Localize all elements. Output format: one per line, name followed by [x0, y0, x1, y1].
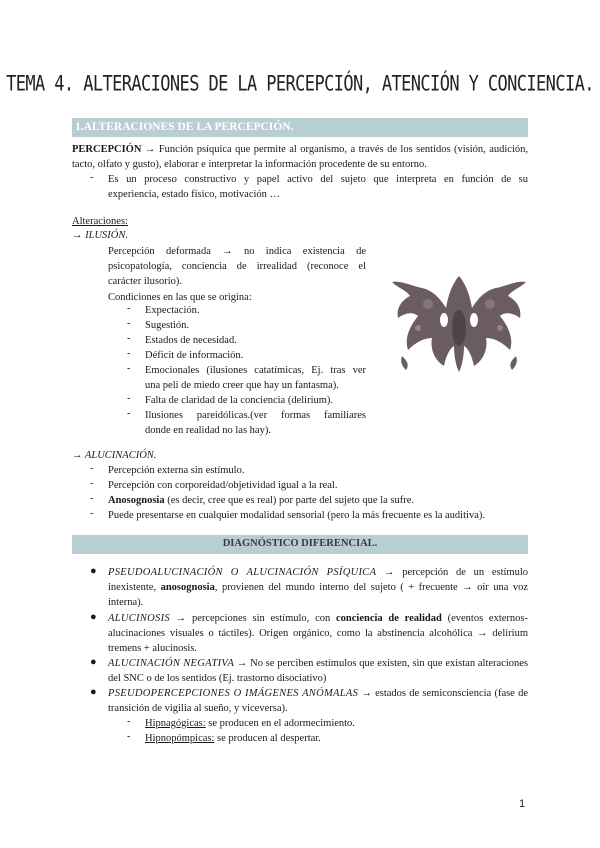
condition-item: Déficit de información.: [145, 350, 244, 361]
hipnopompicas-item: Hipnopómpicas: se producen al despertar.: [145, 733, 321, 744]
ilusion-def-line: Percepción deformada → no indica existencia de: [108, 246, 366, 257]
alucinacion-item: Anosognosia (es decir, cree que es real) por parte del sujeto que la sufre.: [108, 495, 415, 506]
condition-item-cont: una peli de miedo creer que hay un fantasma).: [145, 380, 339, 391]
diag-item-pseudopercepciones: PSEUDOPERCEPCIONES O IMÁGENES ANÓMALAS → estados de semiconsciencia (fase de transición de vigilia al sueño, y viceversa).: [108, 688, 528, 714]
diag-item-alucinosis: ALUCINOSIS → percepciones sin estímulo, con conciencia de realidad (eventos externos-alucinaciones visuales o táctiles). Origen orgánico, como la abstinencia alcohólica → delirium tremens + alucinosis.: [108, 613, 528, 654]
rorschach-inkblot-image: [388, 268, 530, 380]
condition-item: Expectación.: [145, 305, 200, 316]
percepcion-term: PERCEPCIÓN: [72, 144, 142, 155]
dash-bullet: -: [90, 172, 94, 183]
ilusion-def-line: psicopatología, conciencia de irrealidad (reconoce el: [108, 261, 366, 272]
hipnagogicas-item: Hipnagógicas: se producen en el adormecimiento.: [145, 718, 355, 729]
document-page: TEMA 4. ALTERACIONES DE LA PERCEPCIÓN, ATENCIÓN Y CONCIENCIA. 1.ALTERACIONES DE LA PERCEPCIÓN. PERCEPCIÓN → Función psíquica que permite al organismo, a través de los sentidos (visión, audición, tacto, olfato y gusto), elaborar e interpretar la información procedente de su entorno. - Es un proceso constructivo y papel activo del sujeto que interpreta en función de su experiencia, estado físico, motivación … Alteraciones: → ILUSIÓN. Percepción deformada → no indica existencia de psicopatología, conciencia de irrealidad (reconoce el carácter ilusorio). Condiciones en las que se origina: - Expectación. - Sugestión. - Estados de necesidad. - Déficit de información. - Emocionales (ilusiones catatímicas, Ej. tras ver una peli de miedo creer que hay un fantasma). - Falta de claridad de la conciencia (delirium). - Ilusiones pareidólicas.(ver formas familiares donde en realidad no las hay). → ALUCINACIÓN. - Percepción externa sin estímulo. - Percepción con corporeidad/objetividad igual a la real. - Anosognosia (es decir, cree que es real) por parte del sujeto que la sufre. - Puede presentarse en cualquier modalidad sensorial (pero la más frecuente es la auditiva). DIAGNÓSTICO DIFERENCIAL. ● PSEUDOALUCINACIÓN O ALUCINACIÓN PSÍQUICA → percepción de un estímulo inexistente, anosognosia, provienen del mundo interno del sujeto ( + frecuente → oír una voz interna). ● ALUCINOSIS → percepciones sin estímulo, con conciencia de realidad (eventos externos-alucinaciones visuales o táctiles). Origen orgánico, como la abstinencia alcohólica → delirium tremens + alucinosis. ● ALUCINACIÓN NEGATIVA → No se perciben estímulos que existen, sin que existan alteraciones del SNC o de los sentidos (Ej. trastorno disociativo) ● PSEUDOPERCEPCIONES O IMÁGENES ANÓMALAS → estados de semiconsciencia (fase de transición de vigilia al sueño, y viceversa). - Hipnagógicas: se producen en el adormecimiento. - Hipnopómpicas: se producen al despertar. 1: [0, 0, 600, 848]
percepcion-definition-text: Función psíquica que permite al organismo, a través de los sentidos (visión, audición, tacto, olfato y gusto), elaborar e interpretar la información procedente de su entorno.: [72, 144, 529, 170]
percepcion-bullet-line1: Es un proceso constructivo y papel activo del sujeto que interpreta en función de su: [108, 174, 528, 185]
condition-item-cont: donde en realidad no las hay).: [145, 425, 271, 436]
percepcion-bullet-line2: experiencia, estado físico, motivación …: [108, 189, 281, 200]
section-heading: 1.ALTERACIONES DE LA PERCEPCIÓN.: [75, 121, 294, 133]
percepcion-definition: PERCEPCIÓN → Función psíquica que permite al organismo, a través de los sentidos (visión, audición, tacto, olfato y gusto), elaborar e interpretar la información procedente de su entorno.: [72, 144, 529, 170]
alucinacion-item: Puede presentarse en cualquier modalidad sensorial (pero la más frecuente es la auditiva).: [108, 510, 485, 521]
alteraciones-label: Alteraciones:: [72, 216, 128, 227]
condition-item: Ilusiones pareidólicas.(ver formas familiares: [145, 410, 366, 421]
condition-item: Sugestión.: [145, 320, 190, 331]
section-heading-bar: [72, 118, 528, 137]
conditions-label: Condiciones en las que se origina:: [108, 292, 252, 303]
condition-item: Falta de claridad de la conciencia (delirium).: [145, 395, 334, 406]
alucinacion-item: Percepción externa sin estímulo.: [108, 465, 245, 476]
alucinacion-heading: → ALUCINACIÓN.: [72, 450, 157, 461]
ilusion-heading: → ILUSIÓN.: [72, 230, 129, 241]
section-heading: DIAGNÓSTICO DIFERENCIAL.: [222, 538, 378, 549]
page-number: 1: [519, 798, 526, 810]
diag-item-pseudoalucinacion: PSEUDOALUCINACIÓN O ALUCINACIÓN PSÍQUICA → percepción de un estímulo inexistente, anosognosia, provienen del mundo interno del sujeto ( + frecuente → oír una voz interna).: [108, 567, 529, 608]
condition-item: Emocionales (ilusiones catatímicas, Ej. tras ver: [145, 365, 366, 376]
page-title: TEMA 4. ALTERACIONES DE LA PERCEPCIÓN, ATENCIÓN Y CONCIENCIA.: [6, 71, 594, 97]
diag-item-negativa: ALUCINACIÓN NEGATIVA → No se perciben estímulos que existen, sin que existan alteraciones del SNC o de los sentidos (Ej. trastorno disociativo): [108, 658, 529, 684]
ilusion-def-line: carácter ilusorio).: [108, 276, 183, 287]
alucinacion-item: Percepción con corporeidad/objetividad igual a la real.: [108, 480, 338, 491]
condition-item: Estados de necesidad.: [145, 335, 237, 346]
section-heading-bar: [72, 535, 528, 554]
